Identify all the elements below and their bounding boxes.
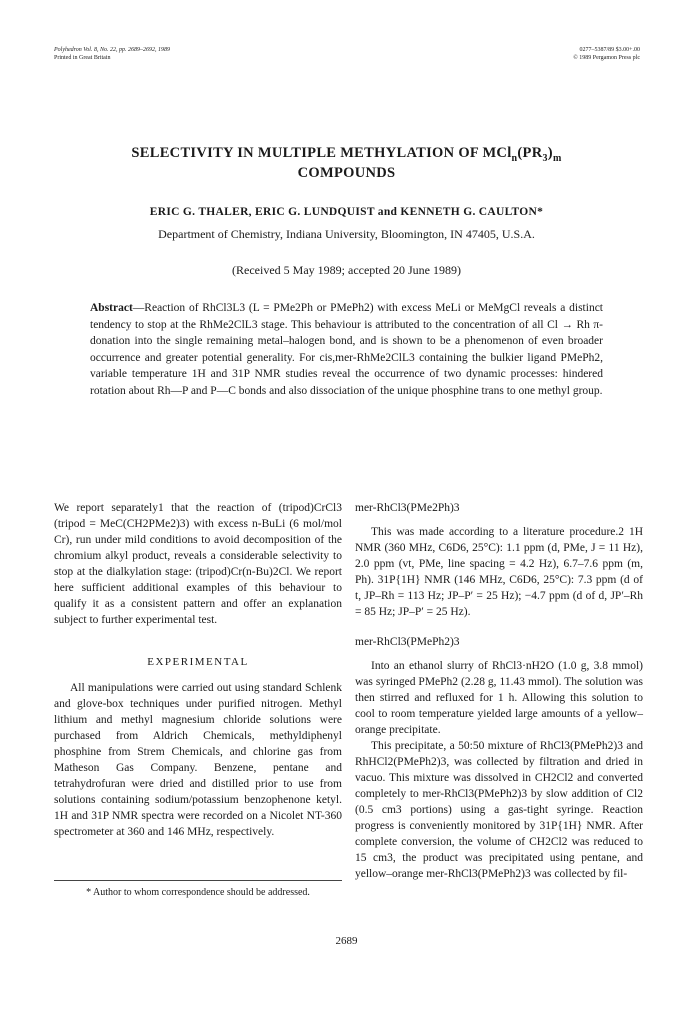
- compound-paragraph-1: This was made according to a literature procedure.2 1H NMR (360 MHz, C6D6, 25°C): 1.1 ppm (d, PMe, J = 11 Hz), 2.0 ppm (vt, PMe, line spacing = 4.2 Hz), 6.7–7.6 ppm (m, Ph). 31P{1H} NMR (146 MHz, C6D6, 25°C): 7.3 ppm (d of t, JP–Rh = 113 Hz; JP–P′ = 25 Hz); −4.7 ppm (d of d, JP′–Rh = 85 Hz; JP–P′ = 25 Hz).: [355, 526, 643, 618]
- abstract-label: Abstract: [90, 302, 133, 314]
- title-line-2: COMPOUNDS: [297, 165, 396, 181]
- received-dates: (Received 5 May 1989; accepted 20 June 1989): [232, 263, 461, 277]
- issn-line: 0277–5387/89 $3.00+.00: [579, 47, 640, 53]
- compound-paragraph-3: This precipitate, a 50:50 mixture of RhCl3(PMePh2)3 and RhHCl2(PMePh2)3, was collected by filtration and dried in vacuo. This mixture was dissolved in CH2Cl2 and converted completely to mer-RhCl3(PMePh2)3 by slow addition of Cl2 (0.5 cm3 portions) using a gas-tight syringe. Reaction progress is conveniently monitored by 31P{1H} NMR. After complete conversion, the volume of CH2Cl2 was reduced to 15 cm3, the product was precipitated using pentane, and yellow–orange mer-RhCl3(PMePh2)3 was collected by fil-: [355, 740, 643, 880]
- journal-line: Polyhedron Vol. 8, No. 22, pp. 2689–2692, 1989: [54, 47, 170, 53]
- right-column: [355, 500, 643, 882]
- compound-paragraph-2: Into an ethanol slurry of RhCl3·nH2O (1.0 g, 3.8 mmol) was syringed PMePh2 (2.28 g, 11.43 mmol). The solution was then stirred and refluxed for 1 h. Allowing this solution to cool to room temperature yielded large amounts of a yellow–orange precipitate.: [355, 660, 643, 736]
- footnote: * Author to whom correspondence should be addressed.: [86, 887, 310, 898]
- author-list: ERIC G. THALER, ERIC G. LUNDQUIST and KENNETH G. CAULTON*: [149, 206, 544, 218]
- abstract-text: —Reaction of RhCl3L3 (L = PMe2Ph or PMePh2) with excess MeLi or MeMgCl reveals a distinct tendency to stop at the RhMe2ClL3 stage. This behaviour is attributed to the concentration of all Cl → Rh π-donation into the single remaining metal–halogen bond, and is shown to be a phenomenon of even broader occurrence and greater potential generality. For cis,mer-RhMe2ClL3 containing the bulkier ligand PMePh2, variable temperature 1H and 31P NMR studies reveal the occurrence of two dynamic processes: hindered rotation about Rh—P and P—C bonds and also dissociation of the unique phosphine trans to one methyl group.: [90, 302, 603, 397]
- page-number: 2689: [335, 935, 358, 947]
- experimental-heading: EXPERIMENTAL: [147, 656, 249, 668]
- title-line-1: SELECTIVITY IN MULTIPLE METHYLATION OF $MCl_n(PR_3)_m$: [131, 145, 562, 164]
- copyright-line: © 1989 Pergamon Press plc: [573, 55, 640, 61]
- article-title: [60, 143, 633, 183]
- journal-citation: [54, 46, 170, 62]
- abstract: [90, 300, 603, 399]
- footnote-rule: [54, 880, 342, 881]
- compound-heading-2: mer-RhCl3(PMePh2)3: [355, 636, 460, 648]
- left-column: [54, 500, 342, 840]
- printed-line: Printed in Great Britain: [54, 55, 111, 61]
- affiliation: Department of Chemistry, Indiana University, Bloomington, IN 47405, U.S.A.: [158, 227, 535, 241]
- intro-paragraph: We report separately1 that the reaction of (tripod)CrCl3 (tripod = MeC(CH2PMe2)3) with excess n-BuLi (6 mol/mol Cr), run under mild conditions to avoid decomposition of the chromium alkyl product, reveals a considerable selectivity to stop at the dialkylation stage: (tripod)Cr(n-Bu)2Cl. We report here sufficient additional examples of this behaviour to qualify it as a consistent pattern and offer an explanation subject to further experimental test.: [54, 502, 342, 626]
- compound-heading-1: mer-RhCl3(PMe2Ph)3: [355, 502, 460, 514]
- copyright-block: [573, 46, 640, 62]
- experimental-paragraph: All manipulations were carried out using standard Schlenk and glove-box techniques under purified nitrogen. Methyl lithium and methyl magnesium chloride solutions were purchased from Aldrich Chemicals, methyldiphenyl phosphine from Strem Chemicals, and chlorine gas from Matheson Gas Company. Benzene, pentane and tetrahydrofuran were dried and distilled prior to use from solutions containing sodium/potassium benzophenone ketyl. 1H and 31P NMR spectra were recorded on a Nicolet NT-360 spectrometer at 360 and 146 MHz, respectively.: [54, 682, 342, 838]
